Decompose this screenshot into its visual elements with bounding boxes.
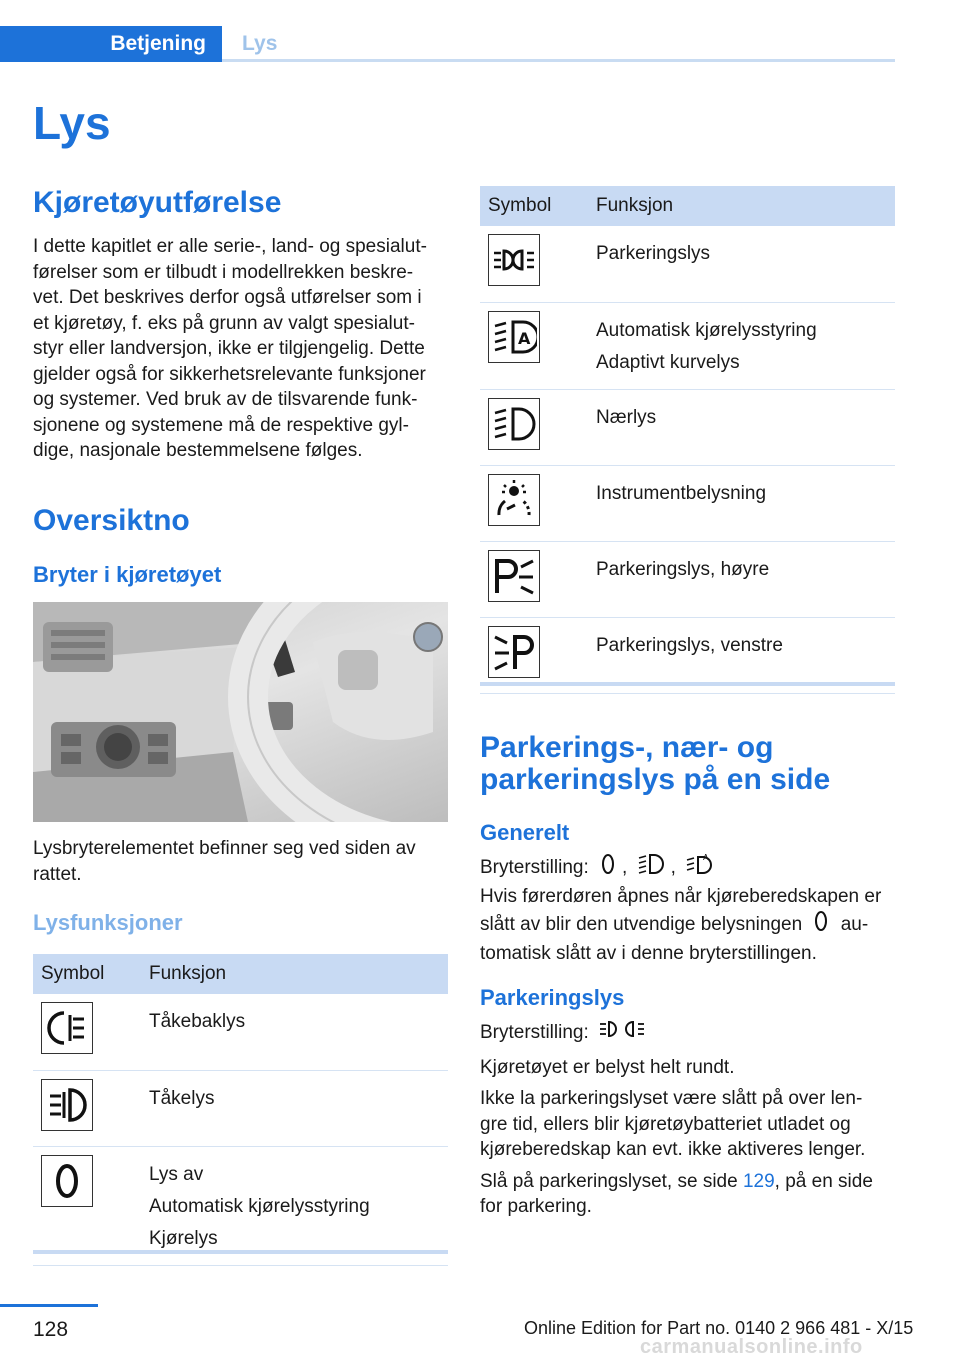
subheading-general: Generelt	[480, 820, 570, 845]
rear-fog-light-icon	[41, 1002, 93, 1054]
table-row	[480, 302, 895, 389]
function-label: Lys av	[149, 1163, 204, 1185]
watermark: carmanualsonline.info	[640, 1336, 863, 1358]
function-label: Nærlys	[596, 406, 657, 428]
page-link-129[interactable]: 129	[742, 1170, 775, 1192]
function-label: Kjørelys	[149, 1227, 218, 1249]
parking-lights-paragraph: Bryterstilling: Kjøretøyet er belyst helt rundt. Ikke la parkeringslyset være slått på over len‐ gre tid, ellers blir kjøretøybatteriet utladet og kjøreberedskap kan evt. ikke aktiveres lenger. Slå på parkeringslyset, se side 129, på en side for parkering.	[480, 1017, 900, 1220]
function-label: Automatisk kjørelysstyring	[596, 319, 817, 341]
tab-lys[interactable]: Lys	[242, 32, 278, 55]
page-number: 128	[33, 1318, 69, 1341]
subheading-parking-lights: Parkeringslys	[480, 985, 625, 1010]
table-row	[33, 1146, 448, 1265]
low-beam-icon	[637, 852, 667, 884]
table-header-function: Funksjon	[136, 954, 448, 994]
table-row	[33, 994, 448, 1070]
footer-rule	[0, 1304, 98, 1307]
light-switch-photo	[33, 602, 448, 822]
tab-betjening[interactable]: Betjening	[0, 26, 222, 62]
low-beam-icon	[488, 398, 540, 450]
function-label: Tåkebaklys	[149, 1011, 246, 1032]
equipment-paragraph: I dette kapitlet er alle serie-, land- og spesialut‐ førelser som er tilbudt i modellrekken beskre‐ vet. Det beskrives derfor også utførelser som i et kjøretøy, f. eks på grunn av valgt spesialut‐ styr eller landversjon, ikke er tilgjengelig. Dette gjelder også for sikkerhetsrelevante funksjoner og systemer. Ved bruk av de tilsvarende funk‐ sjonene og systemene må de respektive gyl‐ dige, nasjonale bestemmelsene følges.	[33, 236, 427, 461]
general-paragraph: Bryterstilling: , , A Hvis førerdøren åpnes når kjøreberedskapen er slått av blir den utvendige belysningen au‐ tomatisk slått av i denne bryterstillingen.	[480, 853, 882, 964]
function-label: Tåkelys	[149, 1087, 215, 1109]
page-title: Lys	[33, 97, 111, 149]
table-row	[33, 1070, 448, 1146]
lights-off-icon	[598, 852, 618, 884]
table-header-symbol: Symbol	[33, 954, 136, 994]
table-end-rule	[33, 1250, 448, 1254]
subheading-switch-in-vehicle: Bryter i kjøretøyet	[33, 562, 222, 587]
parking-light-right-icon	[488, 550, 540, 602]
instrument-lighting-icon	[488, 474, 540, 526]
function-label: Instrumentbelysning	[596, 482, 767, 504]
section-heading-parking-lights: Parkerings-, nær- og parkeringslys på en side	[480, 731, 831, 796]
section-heading-overview: Oversiktno	[33, 504, 190, 537]
table-row	[480, 226, 895, 302]
parking-lights-icon	[598, 1017, 648, 1049]
table-end-rule	[480, 682, 895, 686]
automatic-headlight-icon	[685, 852, 715, 884]
function-label: Automatisk kjørelysstyring	[149, 1195, 370, 1217]
table-row	[480, 465, 895, 541]
lights-off-icon	[811, 909, 831, 941]
table-row	[480, 389, 895, 465]
photo-caption: Lysbryterelementet befinner seg ved siden av rattet.	[33, 838, 416, 885]
light-functions-table-right	[480, 186, 895, 694]
svg-text:A: A	[703, 853, 709, 862]
light-functions-table-left	[33, 954, 448, 1266]
function-label: Parkeringslys, høyre	[596, 558, 770, 580]
parking-lights-icon	[488, 234, 540, 286]
subheading-light-functions: Lysfunksjoner	[33, 910, 183, 935]
section-heading-vehicle-equipment: Kjøretøyutførelse	[33, 186, 282, 219]
function-label: Parkeringslys	[596, 243, 711, 264]
table-header-function: Funksjon	[583, 186, 895, 226]
table-row	[480, 541, 895, 617]
function-label: Adaptivt kurvelys	[596, 351, 740, 373]
svg-text:A: A	[518, 328, 531, 348]
header-rule	[222, 59, 895, 62]
edition-note: Online Edition for Part no. 0140 2 966 481 - X/15	[524, 1318, 914, 1338]
front-fog-light-icon	[41, 1079, 93, 1131]
function-label: Parkeringslys, venstre	[596, 634, 783, 656]
lights-off-icon	[41, 1155, 93, 1207]
parking-light-left-icon	[488, 626, 540, 678]
table-header-symbol: Symbol	[480, 186, 583, 226]
automatic-headlight-icon	[488, 311, 540, 363]
